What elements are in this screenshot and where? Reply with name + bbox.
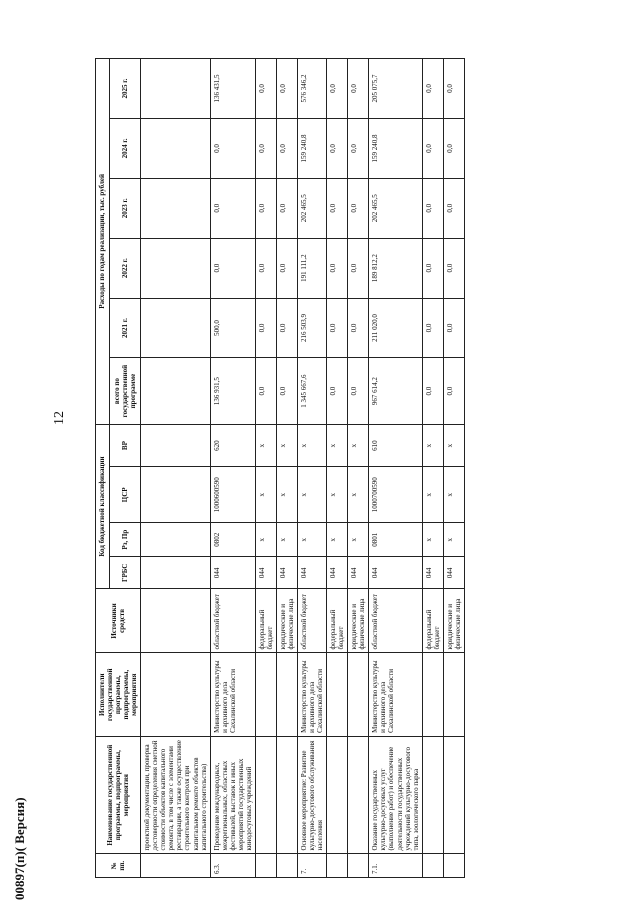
cell-y2023: 202 465,5 (369, 178, 422, 238)
cell-executor (348, 653, 369, 736)
cell-name (443, 736, 464, 854)
header-total: всего по государственной программе (109, 358, 140, 424)
cell-source: юридические и физические лица (348, 589, 369, 653)
header-2025: 2025 г. (109, 59, 140, 119)
cell-name (255, 736, 276, 854)
cell-y2024: 159 240,8 (298, 119, 327, 179)
cell-y2022: 0,0 (276, 238, 297, 298)
cell-y2023: 0,0 (210, 178, 255, 238)
cell-rzpr (141, 523, 210, 557)
cell-rzpr: x (327, 523, 348, 557)
cell-vr: x (327, 424, 348, 467)
cell-y2023: 0,0 (422, 178, 443, 238)
cell-total: 136 931,5 (210, 358, 255, 424)
cell-rzpr: x (255, 523, 276, 557)
cell-y2024: 0,0 (210, 119, 255, 179)
cell-csr: 1000700590 (369, 467, 422, 523)
cell-y2023: 0,0 (276, 178, 297, 238)
cell-executor (422, 653, 443, 736)
cell-total: 0,0 (327, 358, 348, 424)
cell-rzpr: 0801 (369, 523, 422, 557)
cell-executor: Министерство культуры и архивного дела Сахалинской области (210, 653, 255, 736)
cell-y2025: 576 346,2 (298, 59, 327, 119)
cell-y2023: 0,0 (443, 178, 464, 238)
header-executor: Исполнители государственной программы, подпрограммы, мероприятия (96, 653, 141, 736)
cell-grbs: 044 (210, 557, 255, 589)
cell-vr: 620 (210, 424, 255, 467)
cell-source: юридические и физические лица (276, 589, 297, 653)
cell-y2024: 0,0 (443, 119, 464, 179)
cell-y2025 (141, 59, 210, 119)
cell-grbs: 044 (443, 557, 464, 589)
cell-total: 0,0 (443, 358, 464, 424)
table-row (141, 59, 210, 878)
table-row (327, 59, 348, 878)
cell-y2025: 136 431,5 (210, 59, 255, 119)
cell-name (327, 736, 348, 854)
header-code-group: Код бюджетной классификации (96, 424, 110, 589)
cell-y2021: 0,0 (443, 298, 464, 358)
cell-y2025: 0,0 (327, 59, 348, 119)
header-csr: ЦСР (109, 467, 140, 523)
cell-total: 0,0 (255, 358, 276, 424)
cell-y2022 (141, 238, 210, 298)
cell-y2022: 0,0 (348, 238, 369, 298)
cell-executor (443, 653, 464, 736)
cell-grbs: 044 (255, 557, 276, 589)
cell-y2024: 0,0 (255, 119, 276, 179)
cell-csr: x (327, 467, 348, 523)
cell-num: 7.1. (369, 854, 422, 878)
cell-y2021: 500,0 (210, 298, 255, 358)
table-row (348, 59, 369, 878)
cell-y2024: 0,0 (327, 119, 348, 179)
header-row-1 (96, 59, 110, 878)
cell-rzpr: x (443, 523, 464, 557)
cell-csr: 1000600590 (210, 467, 255, 523)
cell-y2022: 0,0 (443, 238, 464, 298)
cell-rzpr: x (422, 523, 443, 557)
cell-y2024: 0,0 (348, 119, 369, 179)
cell-y2021: 0,0 (276, 298, 297, 358)
header-2021: 2021 г. (109, 298, 140, 358)
cell-csr: x (255, 467, 276, 523)
cell-executor: Министерство культуры и архивного дела Сахалинской области (369, 653, 422, 736)
cell-vr: x (348, 424, 369, 467)
cell-rzpr: x (276, 523, 297, 557)
header-2023: 2023 г. (109, 178, 140, 238)
cell-y2022: 191 111,2 (298, 238, 327, 298)
cell-total: 0,0 (276, 358, 297, 424)
cell-csr: x (348, 467, 369, 523)
table-row (298, 59, 327, 878)
cell-name: проектной документации, проверка достоверности определения сметной стоимости объектов капитального ремонта, в том числе с элементами реставрации, а также осуществление строительного контроля при капитальном ремонте объектов капитального строительства) (141, 736, 210, 854)
cell-y2023: 0,0 (327, 178, 348, 238)
cell-grbs (141, 557, 210, 589)
cell-vr: x (422, 424, 443, 467)
cell-y2023: 0,0 (348, 178, 369, 238)
header-rzpr: Рз, Пр (109, 523, 140, 557)
cell-num: 7. (298, 854, 327, 878)
cell-y2025: 0,0 (276, 59, 297, 119)
cell-csr: x (422, 467, 443, 523)
footer-stamp (12, 797, 32, 900)
cell-y2021: 0,0 (255, 298, 276, 358)
cell-name: Проведение международных, межрегиональных, областных фестивалей, выставок и иных мероприятий государственных кинодосуговых учреждений (210, 736, 255, 854)
table-row (369, 59, 422, 878)
cell-source: федеральный бюджет (327, 589, 348, 653)
cell-source: областной бюджет (369, 589, 422, 653)
cell-grbs: 044 (298, 557, 327, 589)
cell-y2022: 0,0 (422, 238, 443, 298)
cell-y2021: 0,0 (327, 298, 348, 358)
cell-total: 0,0 (348, 358, 369, 424)
cell-source: областной бюджет (210, 589, 255, 653)
cell-source: областной бюджет (298, 589, 327, 653)
cell-y2021: 0,0 (422, 298, 443, 358)
cell-y2024: 159 240,8 (369, 119, 422, 179)
cell-y2022: 0,0 (210, 238, 255, 298)
cell-total: 1 345 667,6 (298, 358, 327, 424)
cell-y2025: 0,0 (422, 59, 443, 119)
cell-num (443, 854, 464, 878)
cell-csr (141, 467, 210, 523)
cell-csr: x (298, 467, 327, 523)
header-num: № пп. (96, 854, 141, 878)
cell-y2023: 0,0 (255, 178, 276, 238)
cell-y2021: 0,0 (348, 298, 369, 358)
cell-y2022: 189 812,2 (369, 238, 422, 298)
cell-name: Основное мероприятие: Развитие культурно-досугового обслуживания населения (298, 736, 327, 854)
cell-num (141, 854, 210, 878)
page-number: 12 (52, 411, 67, 425)
header-2024: 2024 г. (109, 119, 140, 179)
header-grbs: ГРБС (109, 557, 140, 589)
cell-executor (255, 653, 276, 736)
header-expenses-group: Расходы по годам реализации, тыс. рублей (96, 59, 110, 425)
cell-executor: Министерство культуры и архивного дела Сахалинской области (298, 653, 327, 736)
cell-vr: x (276, 424, 297, 467)
cell-y2024: 0,0 (422, 119, 443, 179)
cell-rzpr: x (348, 523, 369, 557)
table-row (276, 59, 297, 878)
cell-y2025: 0,0 (348, 59, 369, 119)
cell-vr: x (298, 424, 327, 467)
cell-source: юридические и физические лица (443, 589, 464, 653)
cell-name (276, 736, 297, 854)
cell-rzpr: 0802 (210, 523, 255, 557)
cell-source: федеральный бюджет (422, 589, 443, 653)
cell-total: 0,0 (422, 358, 443, 424)
table-row (443, 59, 464, 878)
cell-vr: x (443, 424, 464, 467)
table-row (210, 59, 255, 878)
table-row (422, 59, 443, 878)
cell-num (348, 854, 369, 878)
cell-executor (276, 653, 297, 736)
cell-csr: x (276, 467, 297, 523)
cell-vr: x (255, 424, 276, 467)
budget-table-container (95, 58, 615, 878)
cell-y2022: 0,0 (255, 238, 276, 298)
footer-stamp-text: 00897(п)( Версия) (12, 797, 27, 900)
table-row (255, 59, 276, 878)
cell-grbs: 044 (369, 557, 422, 589)
cell-y2023 (141, 178, 210, 238)
cell-y2023: 202 465,5 (298, 178, 327, 238)
cell-grbs: 044 (276, 557, 297, 589)
cell-name (422, 736, 443, 854)
header-2022: 2022 г. (109, 238, 140, 298)
cell-y2021 (141, 298, 210, 358)
cell-y2022: 0,0 (327, 238, 348, 298)
cell-total (141, 358, 210, 424)
header-source: Источники средств (96, 589, 141, 653)
cell-y2024 (141, 119, 210, 179)
cell-csr: x (443, 467, 464, 523)
header-name: Наименование государственной программы, подпрограммы, мероприятия (96, 736, 141, 854)
cell-grbs: 044 (348, 557, 369, 589)
cell-vr: 610 (369, 424, 422, 467)
cell-source (141, 589, 210, 653)
cell-y2021: 216 503,9 (298, 298, 327, 358)
cell-name (348, 736, 369, 854)
cell-executor (327, 653, 348, 736)
cell-executor (141, 653, 210, 736)
cell-num: 6.3. (210, 854, 255, 878)
cell-rzpr: x (298, 523, 327, 557)
cell-source: федеральный бюджет (255, 589, 276, 653)
cell-y2024: 0,0 (276, 119, 297, 179)
budget-table (95, 58, 465, 878)
cell-num (422, 854, 443, 878)
cell-num (327, 854, 348, 878)
cell-num (276, 854, 297, 878)
cell-num (255, 854, 276, 878)
cell-grbs: 044 (327, 557, 348, 589)
cell-y2021: 211 020,0 (369, 298, 422, 358)
cell-name: Оказание государственных культурно-досуговых услуг (выполнение работ) и обеспечение деятельности государственных учреждений культурно-досугового типа, зоологического парка (369, 736, 422, 854)
cell-total: 967 614,2 (369, 358, 422, 424)
cell-vr (141, 424, 210, 467)
cell-y2025: 205 075,7 (369, 59, 422, 119)
cell-y2025: 0,0 (443, 59, 464, 119)
header-vr: ВР (109, 424, 140, 467)
cell-grbs: 044 (422, 557, 443, 589)
cell-y2025: 0,0 (255, 59, 276, 119)
